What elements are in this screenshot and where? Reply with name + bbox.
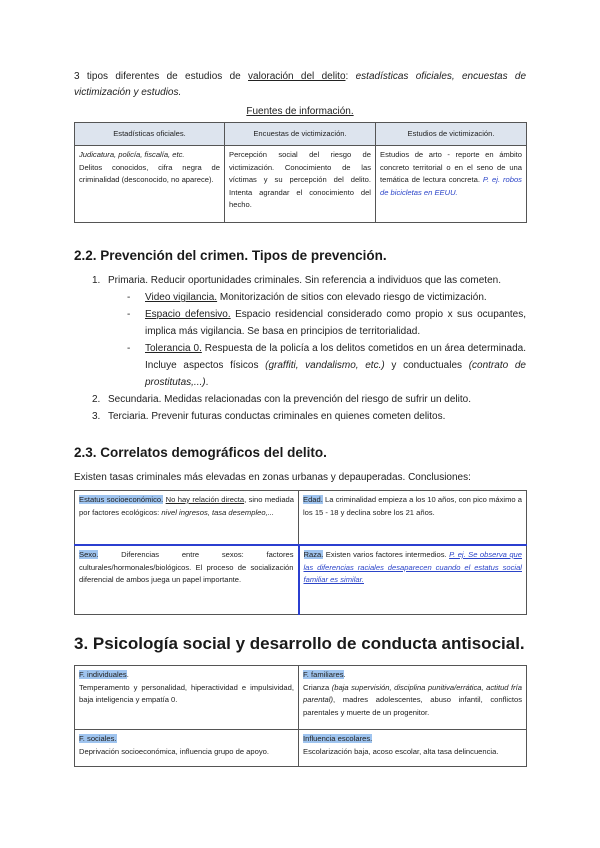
factor-text: Temperamento y personalidad, hiperactividad e impulsividad, baja inteligencia y empatía 0.: [79, 682, 294, 705]
fuentes-encuestas-text: Percepción social del riesgo de victimización. Conocimiento de las víctimas y su percepción del delito. Intenta agrandar el conocimiento del hecho.: [229, 150, 371, 210]
correlato-text: La criminalidad empieza a los 10 años, con pico máximo a los 15 - 18 y declina sobre los 21 años.: [303, 495, 522, 517]
list-text: Secundaria. Medidas relacionadas con la prevención del riesgo de sufrir un delito.: [108, 394, 471, 405]
fuentes-cell-encuestas: [225, 146, 376, 223]
sub-item-italic: (contrato de prostitutas,...): [145, 360, 526, 388]
fuentes-cell-estudios: [376, 146, 527, 223]
factor-heading-dot: .: [343, 670, 346, 679]
list-number: 3.: [92, 411, 101, 422]
fuentes-estudios-text: Estudios de arto - reporte en ámbito concreto territorial o en el seno de una temática de lectura concreta.: [380, 150, 522, 185]
fuentes-header-cell: Estudios de victimización.: [376, 123, 527, 146]
fuentes-header-cell: Estadísticas oficiales.: [75, 123, 225, 146]
list-number: 1.: [92, 275, 101, 286]
section-2-3-title: 2.3. Correlatos demográficos del delito.: [74, 445, 327, 460]
correlato-underlined: No hay relación directa: [165, 495, 245, 504]
psicologia-cell-escolares: [299, 730, 527, 767]
fuentes-header-row: [75, 123, 527, 146]
correlatos-cell-edad: [299, 491, 527, 546]
sub-item-italic: (graffiti, vandalismo, etc.): [265, 360, 385, 371]
list-item: [92, 408, 526, 425]
psicologia-row: [75, 666, 527, 730]
sub-list: [127, 289, 526, 391]
fuentes-estudios-example: P. ej. robos de bicicletas en EEUU.: [380, 175, 522, 197]
correlatos-table: [74, 490, 527, 615]
correlato-text: Existen varios factores intermedios.: [323, 550, 450, 559]
dash-bullet: -: [127, 309, 131, 320]
factor-heading: Influencia escolares.: [303, 734, 373, 743]
sub-item-text: Monitorización de sitios con elevado riesgo de victimización.: [217, 292, 487, 303]
correlatos-row: [75, 491, 527, 546]
list-number: 2.: [92, 394, 101, 405]
intro-italic: estadísticas oficiales, encuestas de victimización y estudios.: [74, 71, 527, 98]
fuentes-oficiales-italic: Judicatura, policía, fiscalía, etc.: [79, 150, 185, 159]
fuentes-header-cell: Encuestas de victimización.: [225, 123, 376, 146]
intro-underlined-term: valoración del delito: [248, 71, 346, 82]
correlatos-cell-sexo: [75, 545, 299, 615]
section-2-2-title: 2.2. Prevención del crimen. Tipos de prevención.: [74, 248, 387, 263]
factor-heading: F. sociales.: [79, 734, 117, 743]
factor-text: , madres adolescentes, abuso infantil, conflictos parentales y muerte de un progenitor.: [303, 695, 522, 717]
factor-italic: (baja supervisión, disciplina punitiva/errática, actitud fría parental): [303, 682, 523, 705]
dash-bullet: -: [127, 292, 131, 303]
intro-paragraph: [74, 69, 526, 101]
sub-item-label: Video vigilancia.: [145, 292, 218, 303]
section-3-title: 3. Psicología social y desarrollo de conducta antisocial.: [74, 634, 525, 653]
list-text: Primaria. Reducir oportunidades criminales. Sin referencia a individuos que las cometen.: [108, 275, 501, 286]
intro-text: 3 tipos diferentes de estudios de: [74, 71, 249, 82]
correlato-text: Diferencias entre sexos: factores culturales/hormonales/biológicos. El proceso de socialización diferencial de ambos juega un papel importante.: [79, 550, 294, 585]
correlato-text: , sino mediada por factores ecológicos:: [79, 495, 295, 517]
correlato-label: Edad.: [303, 495, 323, 504]
correlato-label: Estatus socioeconómico.: [79, 495, 164, 504]
intro-colon: :: [345, 71, 356, 82]
fuentes-cell-oficiales: [75, 146, 225, 223]
correlatos-row: [75, 545, 527, 615]
psicologia-row: [75, 730, 527, 767]
factor-heading: F. individuales: [79, 670, 127, 679]
psicologia-table: [74, 665, 527, 767]
fuentes-title: Fuentes de información.: [246, 106, 354, 117]
list-text: Terciaria. Prevenir futuras conductas criminales en quienes cometen delitos.: [108, 411, 446, 422]
correlato-example: P. ej. Se observa que las diferencias raciales desaparecen cuando el estatus social familiar es similar.: [303, 550, 522, 585]
correlato-italic: nivel ingresos, tasa desempleo,...: [161, 507, 275, 517]
prevention-list: [92, 272, 526, 425]
sub-item-text: y conductuales: [384, 360, 469, 371]
factor-text: Escolarización baja, acoso escolar, alta tasa delincuencia.: [303, 746, 499, 756]
sub-item-text: Respuesta de la policía a los delitos cometidos en un área determinada. Incluye aspectos físicos: [145, 343, 526, 371]
sub-item: [127, 340, 526, 391]
correlato-label: Raza.: [303, 550, 324, 559]
sub-item-text: Espacio residencial considerado como propio x sus ocupantes, implica más vigilancia. Se basa en principios de territorialidad.: [145, 309, 526, 337]
factor-heading-dot: .: [126, 670, 129, 679]
sub-item-label: Tolerancia 0.: [145, 343, 202, 354]
sub-item-end: .: [205, 377, 209, 388]
psicologia-cell-familiares: [299, 666, 527, 730]
list-item: [92, 272, 526, 289]
psicologia-cell-sociales: [75, 730, 299, 767]
factor-heading: F. familiares: [303, 670, 344, 679]
list-item: [92, 391, 526, 408]
fuentes-body-row: [75, 146, 527, 223]
dash-bullet: -: [127, 343, 131, 354]
factor-text: Crianza: [303, 682, 332, 692]
correlatos-cell-estatus: [75, 491, 299, 546]
correlatos-cell-raza: [299, 545, 527, 615]
section-2-3-intro: Existen tasas criminales más elevadas en zonas urbanas y depauperadas. Conclusiones:: [74, 472, 471, 483]
sub-item: [127, 289, 526, 306]
correlato-label: Sexo.: [79, 550, 99, 559]
sub-item: [127, 306, 526, 340]
fuentes-table: [74, 122, 527, 223]
fuentes-oficiales-text: Delitos conocidos, cifra negra de criminalidad (desconocido, no aparece).: [79, 162, 220, 185]
factor-text: Deprivación socioeconómica, influencia grupo de apoyo.: [79, 746, 269, 756]
sub-item-label: Espacio defensivo.: [145, 309, 231, 320]
psicologia-cell-individuales: [75, 666, 299, 730]
